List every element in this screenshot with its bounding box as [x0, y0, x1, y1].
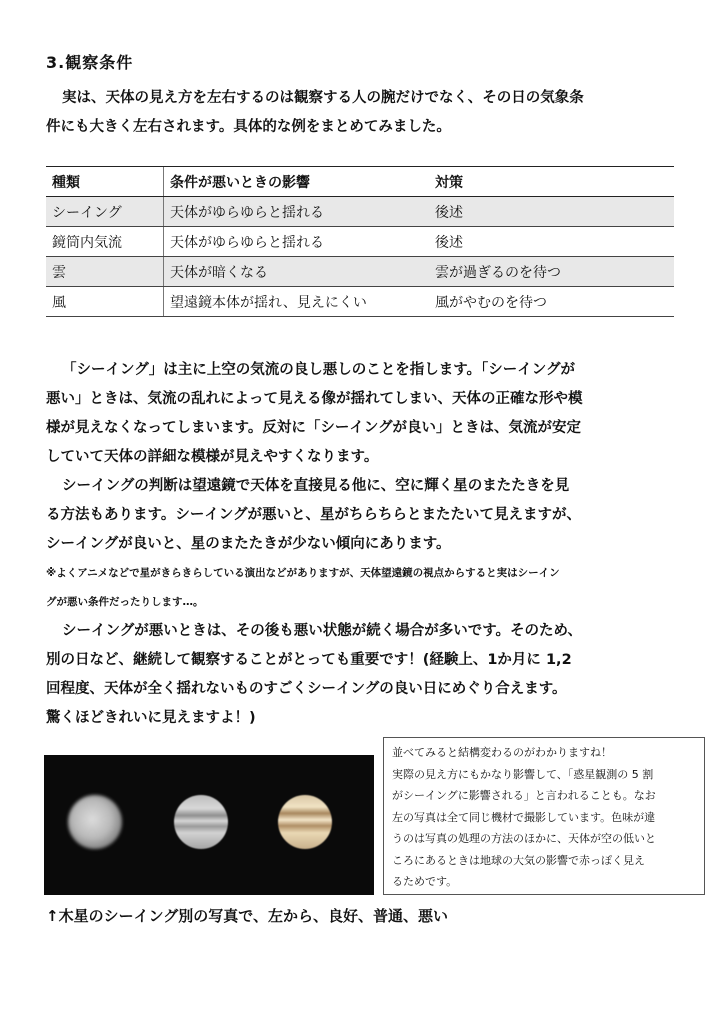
row-effect: 天体が暗くなる [164, 257, 430, 287]
jupiter-bad-seeing-image [278, 795, 332, 849]
table-row [46, 257, 674, 287]
header-type: 種類 [46, 167, 164, 197]
table-row [46, 227, 674, 257]
row-countermeasure: 雲が過ぎるのを待つ [429, 257, 674, 287]
table-row [46, 197, 674, 227]
row-countermeasure: 後述 [429, 227, 674, 257]
body-line: シーイングの判断は望遠鏡で天体を直接見る他に、空に輝く星のまたたきを見 [62, 478, 570, 494]
body-line: 様が見えなくなってしまいます。反対に「シーイングが良い」ときは、気流が安定 [46, 420, 582, 436]
body-line: していて天体の詳細な模様が見えやすくなります。 [46, 449, 379, 465]
body-line: 別の日など、継続して観察することがとっても重要です！(経験上、1か月に 1,2 [46, 652, 572, 668]
table-header-row [46, 167, 674, 197]
footnote-line: グが悪い条件だったりします…。 [46, 596, 204, 608]
jupiter-good-seeing-image [68, 795, 122, 849]
header-effect: 条件が悪いときの影響 [164, 167, 430, 197]
body-line: 回程度、天体が全く揺れないものすごくシーイングの良い日にめぐり合えます。 [46, 681, 567, 697]
row-countermeasure: 後述 [429, 197, 674, 227]
header-countermeasure: 対策 [429, 167, 674, 197]
row-type: 風 [46, 287, 164, 317]
row-effect: 天体がゆらゆらと揺れる [164, 227, 430, 257]
note-line: うのは写真の処理の方法のほかに、天体が空の低いと [392, 832, 656, 845]
note-line: ころにあるときは地球の大気の影響で赤っぽく見え [392, 853, 645, 867]
row-effect: 天体がゆらゆらと揺れる [164, 197, 430, 227]
row-type: 雲 [46, 257, 164, 287]
intro-line-2: 件にも大きく左右されます。具体的な例をまとめてみました。 [46, 119, 451, 135]
jupiter-normal-seeing-image [174, 795, 228, 849]
body-line: る方法もあります。シーイングが悪いと、星がちらちらとまたたいて見えますが、 [46, 507, 582, 523]
footnote-line: ※よくアニメなどで星がきらきらしている演出などがありますが、天体望遠鏡の視点からすると実はシーイン [46, 567, 560, 579]
body-line: シーイングが良いと、星のまたたきが少ない傾向にあります。 [46, 536, 451, 552]
intro-line-1: 実は、天体の見え方を左右するのは観察する人の腕だけでなく、その日の気象条 [62, 90, 584, 106]
section-title: 3.観察条件 [46, 53, 134, 72]
note-line: 並べてみると結構変わるのがわかりますね！ [392, 746, 612, 759]
table-row [46, 287, 674, 317]
row-countermeasure: 風がやむのを待つ [429, 287, 674, 317]
photo-note-box [383, 737, 705, 895]
row-effect: 望遠鏡本体が揺れ、見えにくい [164, 287, 430, 317]
row-type: 鏡筒内気流 [46, 227, 164, 257]
conditions-table [46, 166, 674, 317]
seeing-explanation [46, 356, 686, 733]
intro-paragraph [46, 84, 686, 142]
row-type: シーイング [46, 197, 164, 227]
photo-caption: ↑木星のシーイング別の写真で、左から、良好、普通、悪い [46, 907, 448, 925]
note-line: 左の写真は全て同じ機材で撮影しています。色味が違 [392, 810, 656, 824]
note-line: 実際の見え方にもかなり影響して、「惑星観測の 5 割 [392, 767, 654, 781]
body-line: 「シーイング」は主に上空の気流の良し悪しのことを指します。「シーイングが [62, 362, 576, 378]
body-line: シーイングが悪いときは、その後も悪い状態が続く場合が多いです。そのため、 [62, 623, 582, 639]
jupiter-photo [44, 755, 374, 895]
note-line: るためです。 [392, 875, 458, 888]
note-line: がシーイングに影響される」と言われることも。なお [392, 789, 656, 802]
body-line: 悪い」ときは、気流の乱れによって見える像が揺れてしまい、天体の正確な形や模 [46, 391, 583, 407]
body-line: 驚くほどきれいに見えますよ！) [46, 710, 256, 726]
